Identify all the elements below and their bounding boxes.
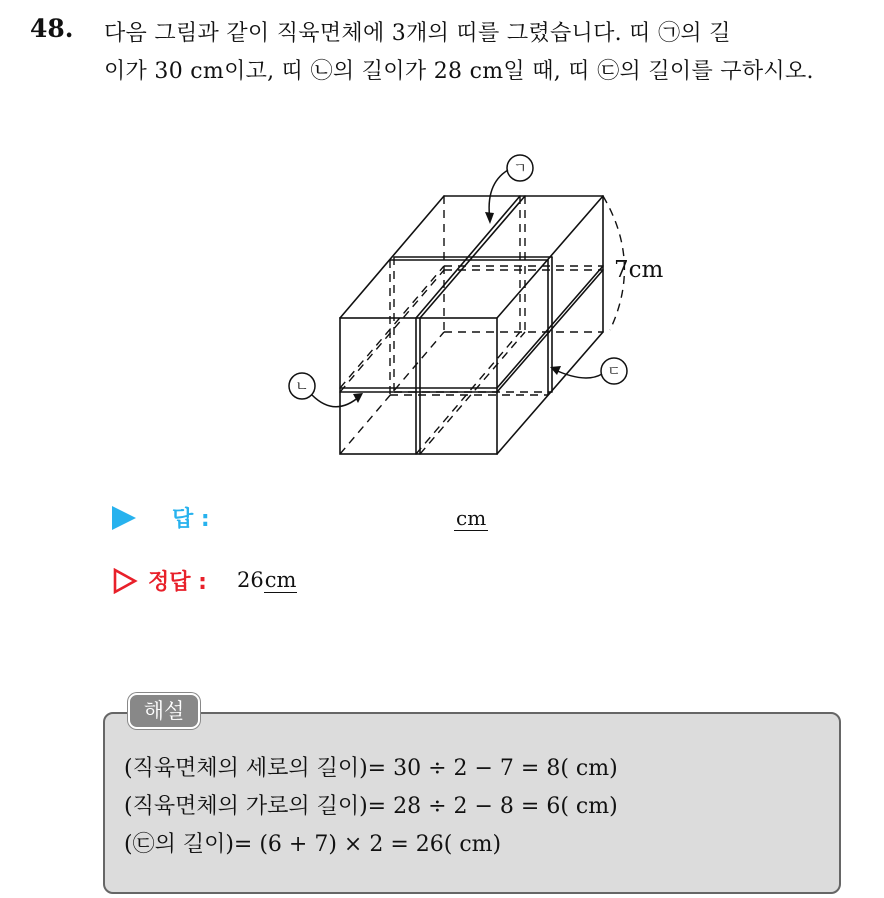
solution-line-2: (직육면체의 가로의 길이)= 28 ÷ 2 − 8 = 6( cm) (124, 794, 618, 819)
answer-marker-icon (112, 506, 136, 530)
label-a-text: ㄱ (513, 161, 527, 177)
answer-unit: cm (456, 506, 487, 530)
correct-marker-icon (112, 568, 138, 594)
correct-answer-value (237, 568, 297, 592)
solution-line-3: (㉢의 길이)= (6 + 7) × 2 = 26( cm) (124, 832, 502, 857)
question-text-line-1: 다음 그림과 같이 직육면체에 3개의 띠를 그렸습니다. 띠 ㉠의 길 (104, 21, 731, 46)
solution-line-1: (직육면체의 세로의 길이)= 30 ÷ 2 − 7 = 8( cm) (124, 756, 618, 781)
correct-answer-label: 정답 : (148, 570, 207, 595)
correct-answer-number: 26 (237, 568, 264, 592)
label-c-text: ㄷ (607, 364, 621, 380)
arrow-c (553, 369, 602, 378)
height-label: 7cm (614, 257, 664, 283)
question-text-line-2: 이가 30 cm이고, 띠 ㉡의 길이가 28 cm일 때, 띠 ㉢의 길이를 구하시오. (104, 59, 814, 84)
answer-label: 답 : (172, 507, 210, 532)
question-number: 48. (30, 14, 74, 43)
label-b-text: ㄴ (295, 379, 309, 395)
correct-answer-unit: cm (264, 568, 297, 592)
solution-tab: 해설 (128, 693, 200, 729)
arrow-b (312, 395, 360, 407)
band-b-right (497, 266, 603, 388)
